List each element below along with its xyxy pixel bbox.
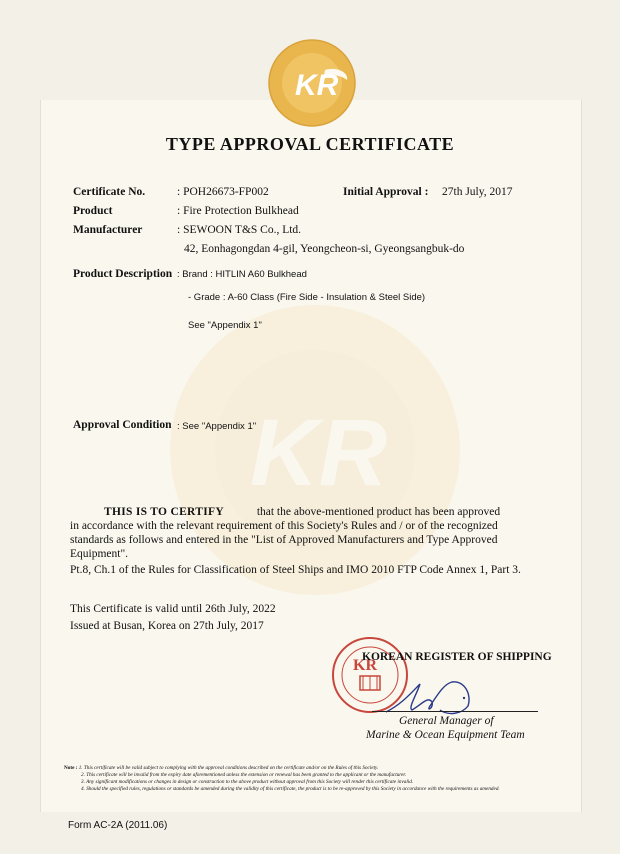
handwritten-signature [382,674,492,720]
validity-statement: This Certificate is valid until 26th July, 2022 [70,603,276,615]
note-3: 3. Any significant modifications or changes in design or construction to the above product without approval from this Society will render this certificate invalid. [81,779,414,785]
kr-logo [267,38,357,128]
certify-line-4: Equipment". [70,548,129,560]
certify-rules-reference: Pt.8, Ch.1 of the Rules for Classification of Steel Ships and IMO 2010 FTP Code Annex 1, Part 3. [70,564,521,576]
manufacturer-value: : SEWOON T&S Co., Ltd. [177,224,302,236]
product-description-appendix: See "Appendix 1" [188,320,262,331]
product-description-grade: - Grade : A-60 Class (Fire Side - Insulation & Steel Side) [188,292,426,303]
manufacturer-label: Manufacturer [73,224,143,236]
svg-text:KR: KR [295,69,339,102]
form-number: Form AC-2A (2011.06) [68,820,168,831]
document-title: TYPE APPROVAL CERTIFICATE [165,134,455,154]
issue-statement: Issued at Busan, Korea on 27th July, 2017 [70,620,264,632]
product-label: Product [73,205,113,217]
issuing-organization: KOREAN REGISTER OF SHIPPING [362,651,552,663]
approval-condition-value: : See "Appendix 1" [177,421,257,432]
signature-line [372,711,538,712]
certificate-no-label: Certificate No. [73,186,146,198]
product-value: : Fire Protection Bulkhead [177,205,299,217]
svg-text:KR: KR [353,657,377,674]
approval-condition-label: Approval Condition [73,419,172,431]
initial-approval-value: 27th July, 2017 [442,186,513,198]
svg-text:KR: KR [250,400,388,506]
signatory-title-1: General Manager of [399,715,494,727]
note-2: 2. This certificate will be invalid from the expiry date aforementioned unless the extension or renewal has been granted to the applicant or the manufacturer. [81,772,407,778]
product-description-brand: : Brand : HITLIN A60 Bulkhead [177,269,307,280]
certify-line-1 [70,505,550,519]
note-4: 4. Should the specified rules, regulations or standards be amended during the validity of this certificate, the product is to be re-approved by this Society in accordance with the requirements as amended. [81,786,500,792]
certify-lead: THIS IS TO CERTIFY [104,506,224,518]
certify-line-1-text: that the above-mentioned product has been approved [256,506,501,518]
certificate-notes [64,765,564,793]
signatory-title-2: Marine & Ocean Equipment Team [366,729,525,741]
product-description-label: Product Description [73,268,173,280]
certify-line-3: standards as follows and entered in the "List of Approved Manufacturers and Type Approved [70,534,498,546]
note-1-text: 1. This certificate will be valid subject to complying with the approval conditions described on the certificate and/or on the Rules of this Society. [78,765,379,771]
initial-approval-label: Initial Approval : [343,186,429,198]
certify-line-2: in accordance with the relevant requirement of this Society's Rules and / or of the recognized [70,520,498,532]
manufacturer-address: 42, Eonhagongdan 4-gil, Yeongcheon-si, Gyeongsangbuk-do [184,243,465,255]
certificate-no-value: : POH26673-FP002 [177,186,269,198]
notes-label: Note : [64,765,78,771]
note-1 [64,765,564,772]
